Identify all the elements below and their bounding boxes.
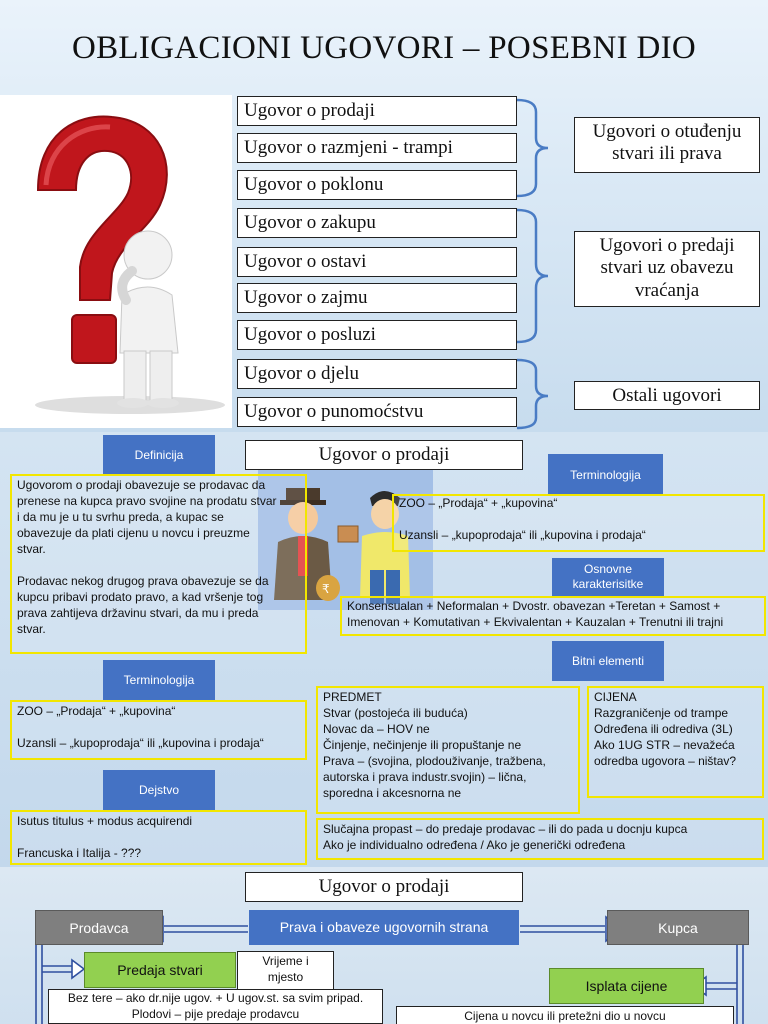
group-line: vraćanja [634,279,700,301]
svg-text:₹: ₹ [322,582,330,596]
group-line: Ostali ugovori [612,385,722,406]
subject-line: sporedna i akcesnorna ne [323,785,462,800]
definition-line: Ugovorom o prodaji obavezuje se prodavac da [17,478,266,492]
definition-line: kupcu pribavi prodato pravo, a kad vršenje tog [17,589,264,604]
group-line: stvari ili prava [612,143,722,165]
terminology-line: ZOO – „Prodaja“ + „kupovina“ [17,704,176,718]
definition-line: stvar. [17,541,46,556]
loss-line: Slučajna propast – do predaje prodavac – ili do pada u docnju kupca [323,822,688,836]
subject-line: Prava – (svojina, plodouživanje, tražbena, [323,753,546,768]
effect-line: Isutus titulus + modus acquirendi [17,814,193,828]
price-line: odredba ugovora – ništav? [594,753,737,768]
no-burden-line: Bez tere – ako dr.nije ugov. + U ugov.st. sa svim pripad. [67,991,364,1005]
rights-obligations-box: Prava i obaveze ugovornih strana [249,910,519,945]
group-line: stvari uz obavezu [600,257,734,279]
contract-box-exchange: Ugovor o razmjeni - trampi [237,133,517,163]
label-definition: Definicija [103,435,215,475]
terminology-line: ZOO – „Prodaja“ + „kupovina“ [399,496,558,510]
contract-box-work: Ugovor o djelu [237,359,517,389]
definition-line: Prodavac nekog drugog prava obavezuje se da [17,573,269,588]
contract-box-borrowing: Ugovor o posluzi [237,320,517,350]
subject-line: Stvar (postojeća ili buduća) [323,705,468,720]
contract-box-loan: Ugovor o zajmu [237,283,517,313]
delivery-box: Predaja stvari [84,952,236,988]
time-place-line: mjesto [267,969,304,984]
characteristics-line: Konsensualan + Neformalan + Dvostr. obavezan +Teretan + Samost + [347,599,721,613]
price-line: CIJENA [594,690,637,704]
seller-box: Prodavca [35,910,163,945]
definition-line: i da mu je u tu svrhu preda, a kupac se [17,509,224,524]
group-line: Ugovori o otuđenju [592,121,742,142]
label-terminology-right: Terminologija [548,454,663,496]
characteristics-line: Imenovan + Komutativan + Ekvivalentan + Kauzalan + Trenutni ili trajni [347,614,724,629]
label-line: Osnovne [583,562,633,576]
contract-box-lease: Ugovor o zakupu [237,208,517,238]
label-effect: Dejstvo [103,770,215,810]
rights-title: Ugovor o prodaji [245,872,523,902]
label-terminology-left: Terminologija [103,660,215,700]
buyer-box: Kupca [607,910,749,945]
contract-box-deposit: Ugovor o ostavi [237,247,517,277]
definition-line: stvar. [17,621,46,636]
loss-line: Ako je individualno određena / Ako je generički određena [323,837,626,852]
definition-line: prenese na kupca pravo svojine na prodatu stvar [17,493,277,508]
price-money-box: Cijena u novcu ili pretežni dio u novcu [396,1006,734,1024]
group-line: Ugovori o predaji [599,235,735,256]
time-place-line: Vrijeme i [262,954,309,968]
terminology-line: Uzansli – „kupoprodaja“ ili „kupovina i prodaja“ [399,527,646,542]
no-burden-line: Plodovi – pije predaje prodavcu [131,1006,300,1021]
subject-line: PREDMET [323,690,382,704]
price-line: Razgraničenje od trampe [594,705,729,720]
subject-line: autorska i prava industr.svojin) – lična, [323,769,527,784]
definition-line: prava zahtijeva državinu stvari, da mu i preda [17,605,259,620]
price-payment-box: Isplata cijene [549,968,704,1004]
subject-line: Činjenje, nečinjenje ili propuštanje ne [323,737,522,752]
contract-box-gift: Ugovor o poklonu [237,170,517,200]
sale-contract-title: Ugovor o prodaji [245,440,523,470]
price-line: Određena ili odrediva (3L) [594,721,733,736]
slide-title: OBLIGACIONI UGOVORI – POSEBNI DIO [71,30,697,66]
time-place-box [237,951,334,991]
effect-line: Francuska i Italija - ??? [17,845,142,860]
contract-box-sale: Ugovor o prodaji [237,96,517,126]
label-line: karakterisitke [572,577,644,591]
subject-line: Novac da – HOV ne [323,721,430,736]
definition-line: obavezuje da plati cijenu u novcu i preuzme [17,525,250,540]
label-essential-elements: Bitni elementi [552,641,664,681]
contract-box-mandate: Ugovor o punomoćstvu [237,397,517,427]
no-burden-box [48,989,383,1024]
price-line: Ako 1UG STR – nevažeća [594,737,735,752]
terminology-line: Uzansli – „kupoprodaja“ ili „kupovina i prodaja“ [17,735,264,750]
